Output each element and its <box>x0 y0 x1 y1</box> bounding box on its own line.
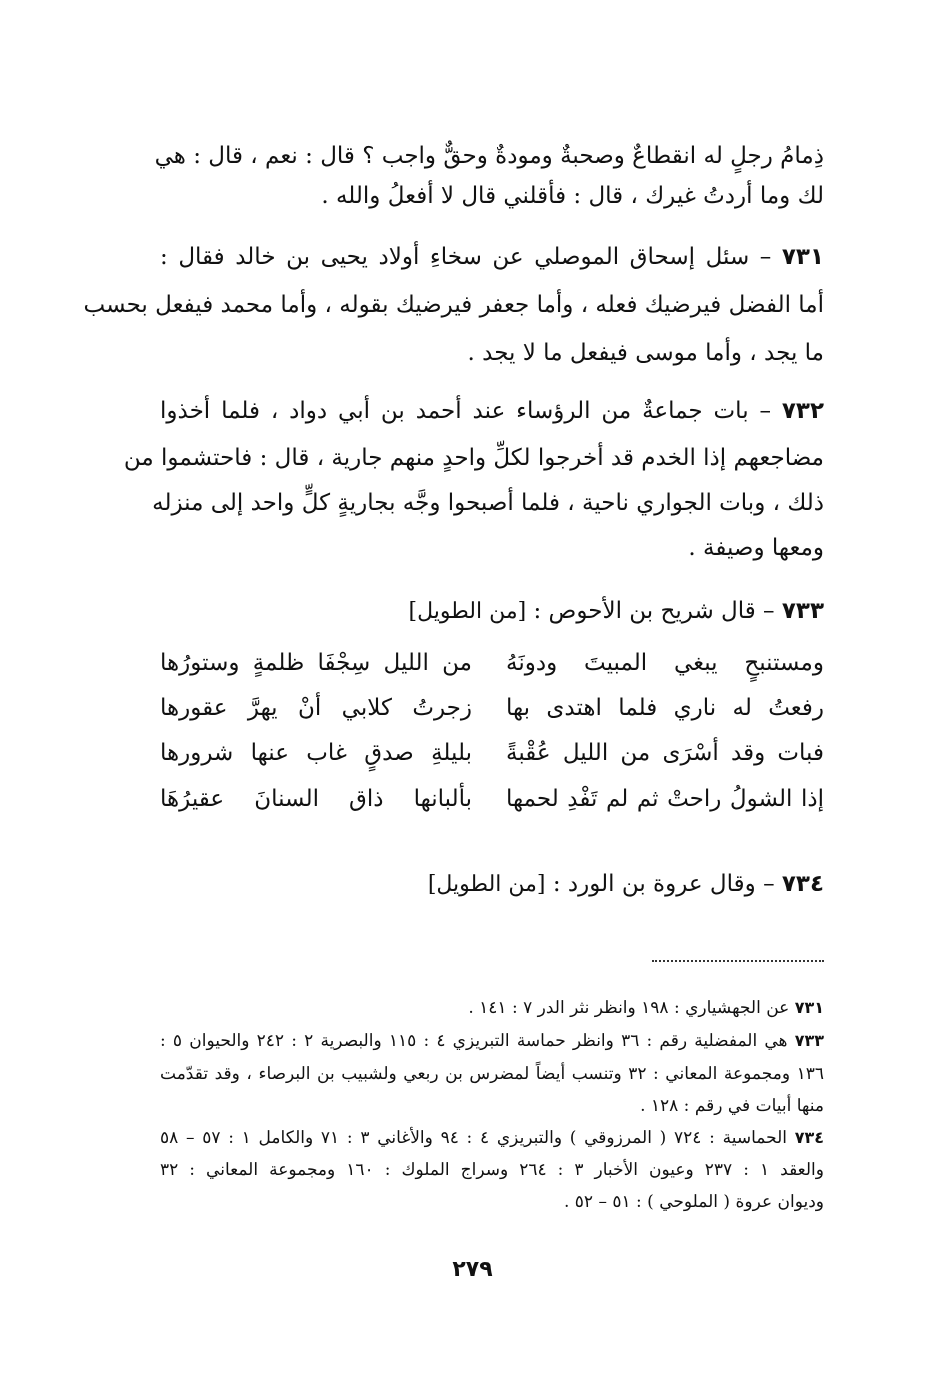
entry-733-heading <box>408 593 824 633</box>
footnote-733-text: هي المفضلية رقم : ٣٦ وانظر حماسة التبريزي ٤ : ١١٥ والبصرية ٢ : ٢٤٢ والحيوان ٥ : <box>160 1031 788 1051</box>
verse-second-hemistich: زجرتُ كلابي أنْ يهرَّ عقورها <box>160 695 472 721</box>
footnote-734-first-line <box>160 1124 824 1156</box>
entry-732-first-line <box>160 393 824 433</box>
footnote-733-first-line <box>160 1027 824 1059</box>
entry-number-733: ٧٣٣ <box>781 598 824 624</box>
footnote-separator <box>652 960 824 962</box>
poem-verse <box>160 781 824 821</box>
footnote-734-text: الحماسية : ٧٢٤ ( المرزوقي ) والتبريزي ٤ : ٩٤ والأغاني ٣ : ٧١ والكامل ١ : ٥٧ – ٥٨ <box>160 1128 787 1148</box>
entry-number-734: ٧٣٤ <box>781 871 824 897</box>
verse-first-hemistich: فبات وقد أسْرَى من الليل عُقْبةً <box>506 740 824 766</box>
verse-first-hemistich: ومستنبحٍ يبغي المبيتَ ودونَهُ <box>506 650 824 676</box>
verse-first-hemistich: رفعتُ له ناري فلما اهتدى بها <box>506 695 824 721</box>
footnote-number-734: ٧٣٤ <box>794 1128 825 1147</box>
verse-second-hemistich: من الليل سِجْفَا ظلمةٍ وستورُها <box>160 650 472 676</box>
entry-733-heading-text: – قال شريح بن الأحوص : <box>533 598 775 624</box>
paragraph-line: أما الفضل فيرضيك فعله ، وأما جعفر فيرضيك بقوله ، وأما محمد فيفعل بحسب <box>83 292 824 318</box>
footnote-line: والعقد ١ : ٢٣٧ وعيون الأخبار ٣ : ٢٦٤ وسراج الملوك : ١٦٠ ومجموعة المعاني : ٣٢ <box>160 1160 824 1180</box>
page-number: ٢٧٩ <box>452 1257 493 1282</box>
paragraph-line: ومعها وصيفة . <box>688 535 824 561</box>
entry-number-732: ٧٣٢ <box>781 398 824 424</box>
entry-734-heading <box>428 866 824 906</box>
paragraph-line: لك وما أردتُ غيرك ، قال : فأقلني قال لا أفعلُ والله . <box>321 183 824 209</box>
footnote-731-text: عن الجهشياري : ١٩٨ وانظر نثر الدر ٧ : ١٤١ . <box>468 998 790 1018</box>
paragraph-line: ما يجد ، وأما موسى فيفعل ما لا يجد . <box>467 340 824 366</box>
poem-verse <box>160 645 824 685</box>
verse-second-hemistich: بألبانها ذاق السنانَ عقيرُهَا <box>160 786 472 812</box>
footnote-line: ١٣٦ ومجموعة المعاني : ٣٢ وتنسب أيضاً لمضرس بن ربعي ولشبيب بن البرصاء ، وقد تقدّمت <box>160 1064 824 1084</box>
entry-734-heading-text: – وقال عروة بن الورد : <box>552 871 775 897</box>
footnote-731 <box>160 994 824 1026</box>
entry-731-text: – سئل إسحاق الموصلي عن سخاءِ أولاد يحيى بن خالد فقال : <box>160 244 772 270</box>
poem-verse <box>160 690 824 730</box>
entry-732-text: – بات جماعةٌ من الرؤساء عند أحمد بن أبي دواد ، فلما أخذوا <box>160 398 771 424</box>
verse-first-hemistich: إذا الشولُ راحتْ ثم لم تَفْدِ لحمها <box>506 786 824 812</box>
poem-verse <box>160 735 824 775</box>
meter-label: [من الطويل] <box>408 599 527 624</box>
footnote-number-733: ٧٣٣ <box>794 1031 824 1050</box>
verse-second-hemistich: بليلةِ صدقٍ غاب عنها شرورها <box>160 740 472 766</box>
meter-label: [من الطويل] <box>427 872 546 897</box>
footnote-line: منها أبيات في رقم : ١٢٨ . <box>640 1096 824 1116</box>
footnote-line: وديوان عروة ( الملوحي ) : ٥١ – ٥٢ . <box>563 1192 824 1212</box>
paragraph-line: ذِمامُ رجلٍ له انقطاعٌ وصحبةٌ ومودةٌ وحقٌّ واجب ؟ قال : نعم ، قال : هي <box>154 143 824 169</box>
entry-731-first-line <box>160 239 824 279</box>
paragraph-line: ذلك ، وبات الجواري ناحية ، فلما أصبحوا وجَّه بجاريةٍ كلٍّ واحد إلى منزله <box>152 490 824 516</box>
entry-number-731: ٧٣١ <box>781 244 825 270</box>
footnote-number-731: ٧٣١ <box>794 998 824 1017</box>
paragraph-line: مضاجعهم إذا الخدم قد أخرجوا لكلِّ واحدٍ منهم جارية ، قال : فاحتشموا من <box>123 445 824 471</box>
